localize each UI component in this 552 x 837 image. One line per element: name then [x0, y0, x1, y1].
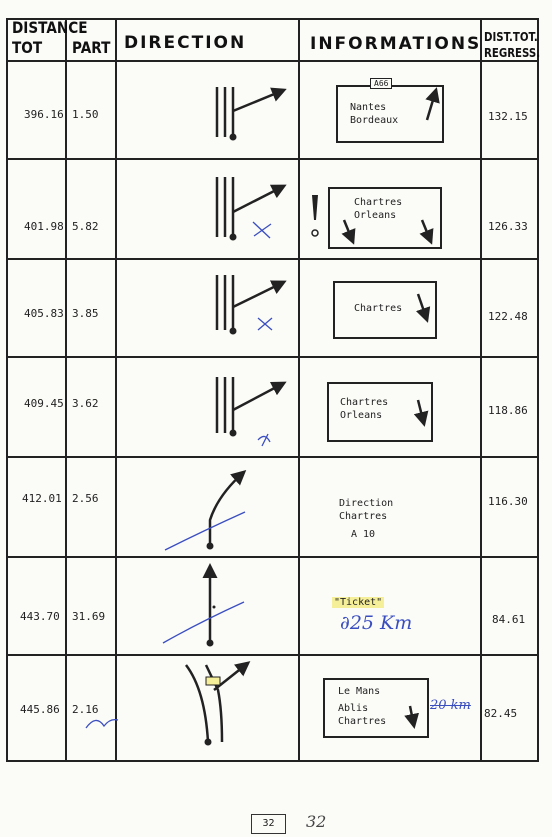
row-1-tot: 396.16 — [24, 108, 64, 121]
row-5-tot: 412.01 — [22, 492, 62, 505]
row-1-part: 1.50 — [72, 108, 99, 121]
row-7-part: 2.16 — [72, 703, 99, 716]
row-3-tot: 405.83 — [24, 307, 64, 320]
row-2-part: 5.82 — [72, 220, 99, 233]
row-5-info-2: Chartres — [339, 511, 388, 522]
ticket-highlight: "Ticket" — [334, 597, 383, 608]
row-3-part: 3.85 — [72, 307, 99, 320]
row-5-info-3: A 10 — [351, 529, 376, 540]
row-4-tot: 409.45 — [24, 397, 64, 410]
row-1-info-1: Nantes — [350, 102, 387, 113]
header-direction: DIRECTION — [124, 33, 247, 53]
header-distance: DISTANCE — [12, 18, 88, 37]
row-4-part: 3.62 — [72, 397, 99, 410]
row-6-part: 31.69 — [72, 610, 106, 623]
row-2-regress: 126.33 — [488, 220, 528, 233]
row-4-regress: 118.86 — [488, 404, 528, 417]
row-4-info-1: Chartres — [340, 397, 389, 408]
row-6-regress: 84.61 — [492, 613, 526, 626]
row-3-info-1: Chartres — [354, 303, 403, 314]
row-1-info-2: Bordeaux — [350, 115, 399, 126]
row-7-info-1: Le Mans — [338, 686, 381, 697]
row-7-info-3: Chartres — [338, 716, 387, 727]
row-1-regress: 132.15 — [488, 110, 528, 123]
row-4-info-2: Orleans — [340, 410, 383, 421]
header-informations: INFORMATIONS — [310, 34, 482, 54]
row-7-regress: 82.45 — [484, 707, 518, 720]
row-2-info-1: Chartres — [354, 197, 403, 208]
header-dist-tot: DIST.TOT. — [484, 30, 538, 44]
row-5-info-1: Direction — [339, 498, 394, 509]
header-tot: TOT — [12, 38, 43, 57]
row-5-regress: 116.30 — [488, 495, 528, 508]
page-number-handwritten: 32 — [306, 812, 327, 831]
row-1-road-tag: A66 — [370, 78, 392, 89]
row-6-handnote: ∂25 Km — [340, 612, 413, 634]
row-7-tot: 445.86 — [20, 703, 60, 716]
row-7-handnote: 20 km — [430, 698, 471, 713]
row-2-tot: 401.98 — [24, 220, 64, 233]
row-5-part: 2.56 — [72, 492, 99, 505]
row-3-regress: 122.48 — [488, 310, 528, 323]
header-part: PART — [72, 38, 111, 57]
header-regress: REGRESS. — [484, 46, 541, 60]
row-6-tot: 443.70 — [20, 610, 60, 623]
page-number-box: 32 — [251, 814, 286, 834]
row-7-info-2: Ablis — [338, 703, 369, 714]
row-2-info-2: Orleans — [354, 210, 397, 221]
